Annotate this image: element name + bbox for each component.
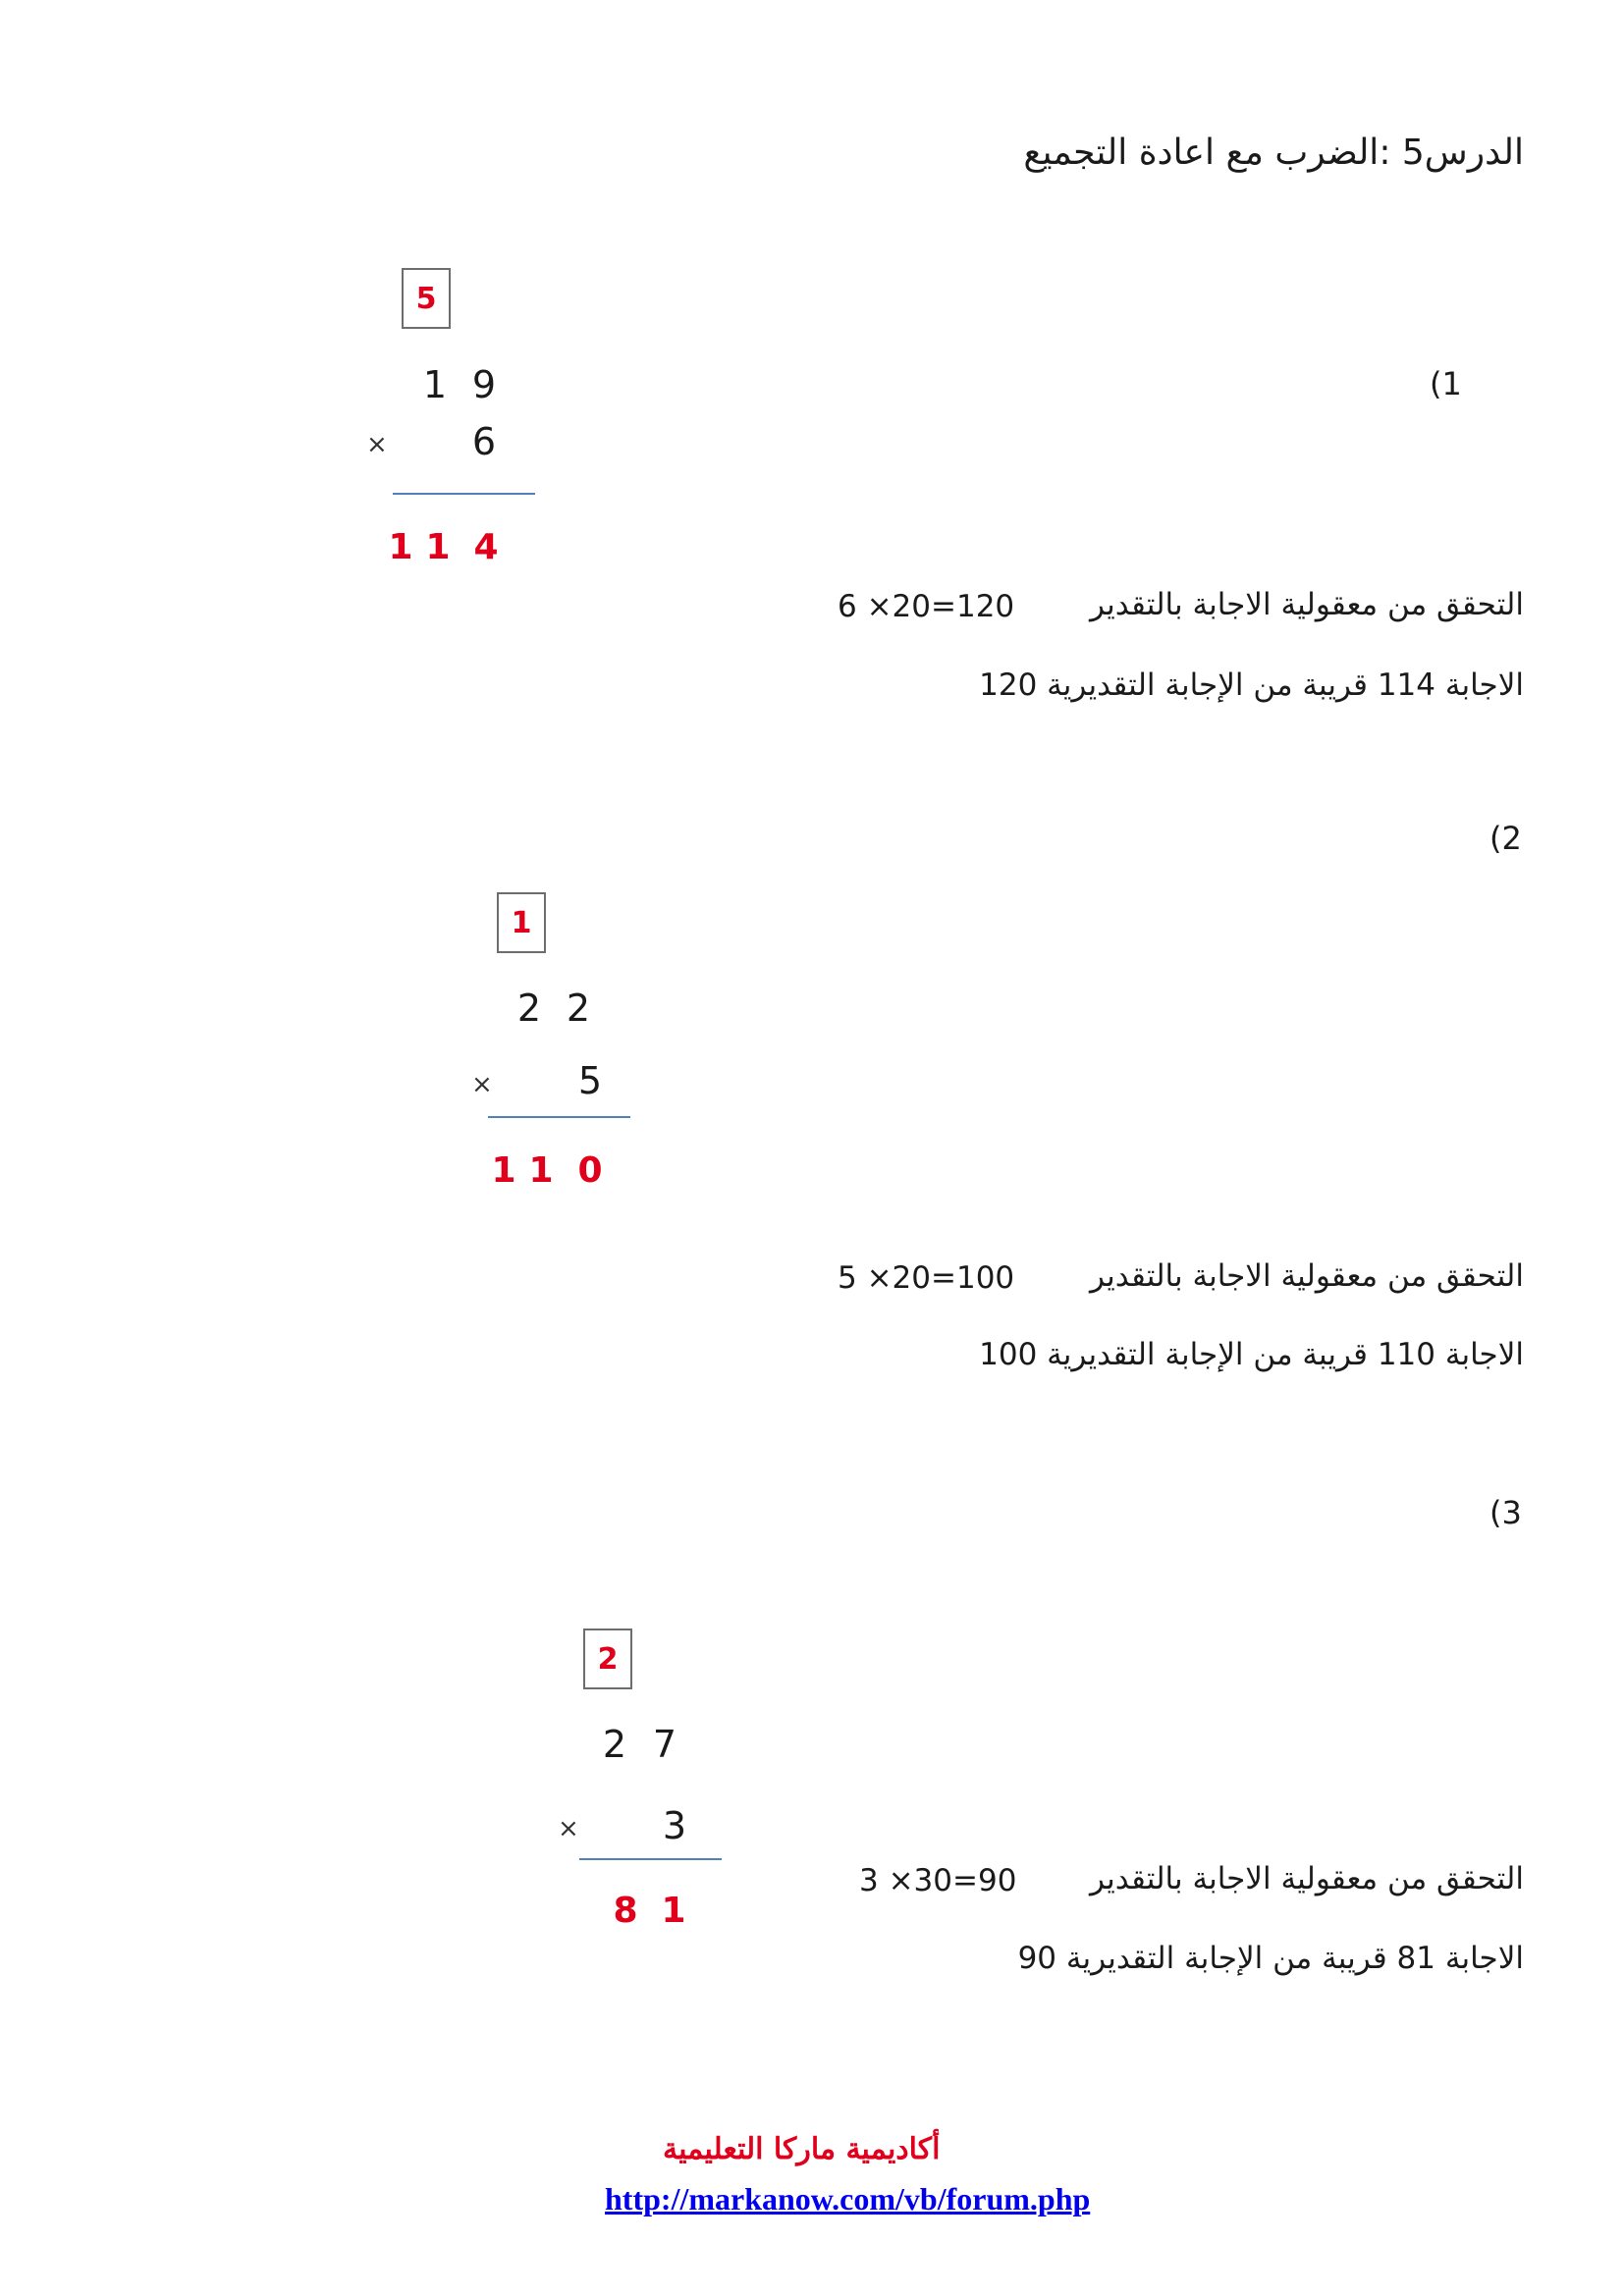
problem-2-number: (2 [1489,820,1522,857]
problem-2-carry-box: 1 [497,892,546,953]
problem-1-carry-box: 5 [402,268,451,329]
problem-1-result-digit: 1 [425,527,451,567]
problem-3-top-digit-ones: 7 [652,1723,677,1766]
problem-1-result-line [393,493,535,495]
problem-2-result-digit: 1 [528,1150,554,1191]
problem-1-result-digit: 1 [388,527,413,567]
footer-academy-name: أكاديمية ماركا التعليمية [663,2132,941,2166]
problem-2-multiplier: 5 [577,1059,603,1102]
problem-3-check-label: التحقق من معقولية الاجابة بالتقدير [1090,1861,1524,1896]
problem-3-result-digit: 8 [613,1891,638,1931]
problem-1-number: (1 [1430,365,1462,402]
problem-1-conclusion: الاجابة 114 قريبة من الإجابة التقديرية 120 [979,667,1524,703]
problem-1-result-digit: 4 [473,527,499,567]
problem-1-top-digit-ones: 9 [471,363,497,406]
problem-2-top-digit-tens: 2 [516,987,542,1030]
problem-1-check-label: التحقق من معقولية الاجابة بالتقدير [1090,587,1524,622]
problem-2-check-equation: 5 ×20=100 [838,1260,1015,1296]
problem-3-conclusion: الاجابة 81 قريبة من الإجابة التقديرية 90 [1017,1941,1524,1976]
problem-2-top-digit-ones: 2 [566,987,591,1030]
footer-link[interactable]: http://markanow.com/vb/forum.php [605,2181,1091,2216]
problem-2-multiply-sign: × [471,1070,493,1099]
problem-3-result-line [579,1858,722,1860]
problem-2-check-label: التحقق من معقولية الاجابة بالتقدير [1090,1258,1524,1294]
problem-2-conclusion: الاجابة 110 قريبة من الإجابة التقديرية 100 [979,1337,1524,1372]
problem-1-multiply-sign: × [366,430,388,459]
problem-1-multiplier: 6 [471,420,497,463]
problem-3-top-digit-tens: 2 [602,1723,627,1766]
problem-3-check-equation: 3 ×30=90 [859,1863,1017,1898]
problem-2-result-digit: 0 [577,1150,603,1191]
problem-3-multiplier: 3 [662,1804,687,1847]
problem-2-result-digit: 1 [491,1150,516,1191]
problem-1-check-equation: 6 ×20=120 [838,589,1015,624]
problem-1-top-digit-tens: 1 [422,363,448,406]
problem-3-carry-box: 2 [583,1629,632,1689]
problem-3-result-digit: 1 [661,1891,686,1931]
problem-3-number: (3 [1489,1494,1522,1531]
page-title: الدرس5 :الضرب مع اعادة التجميع [1023,133,1524,173]
problem-2-result-line [488,1116,630,1118]
problem-3-multiply-sign: × [558,1814,579,1843]
